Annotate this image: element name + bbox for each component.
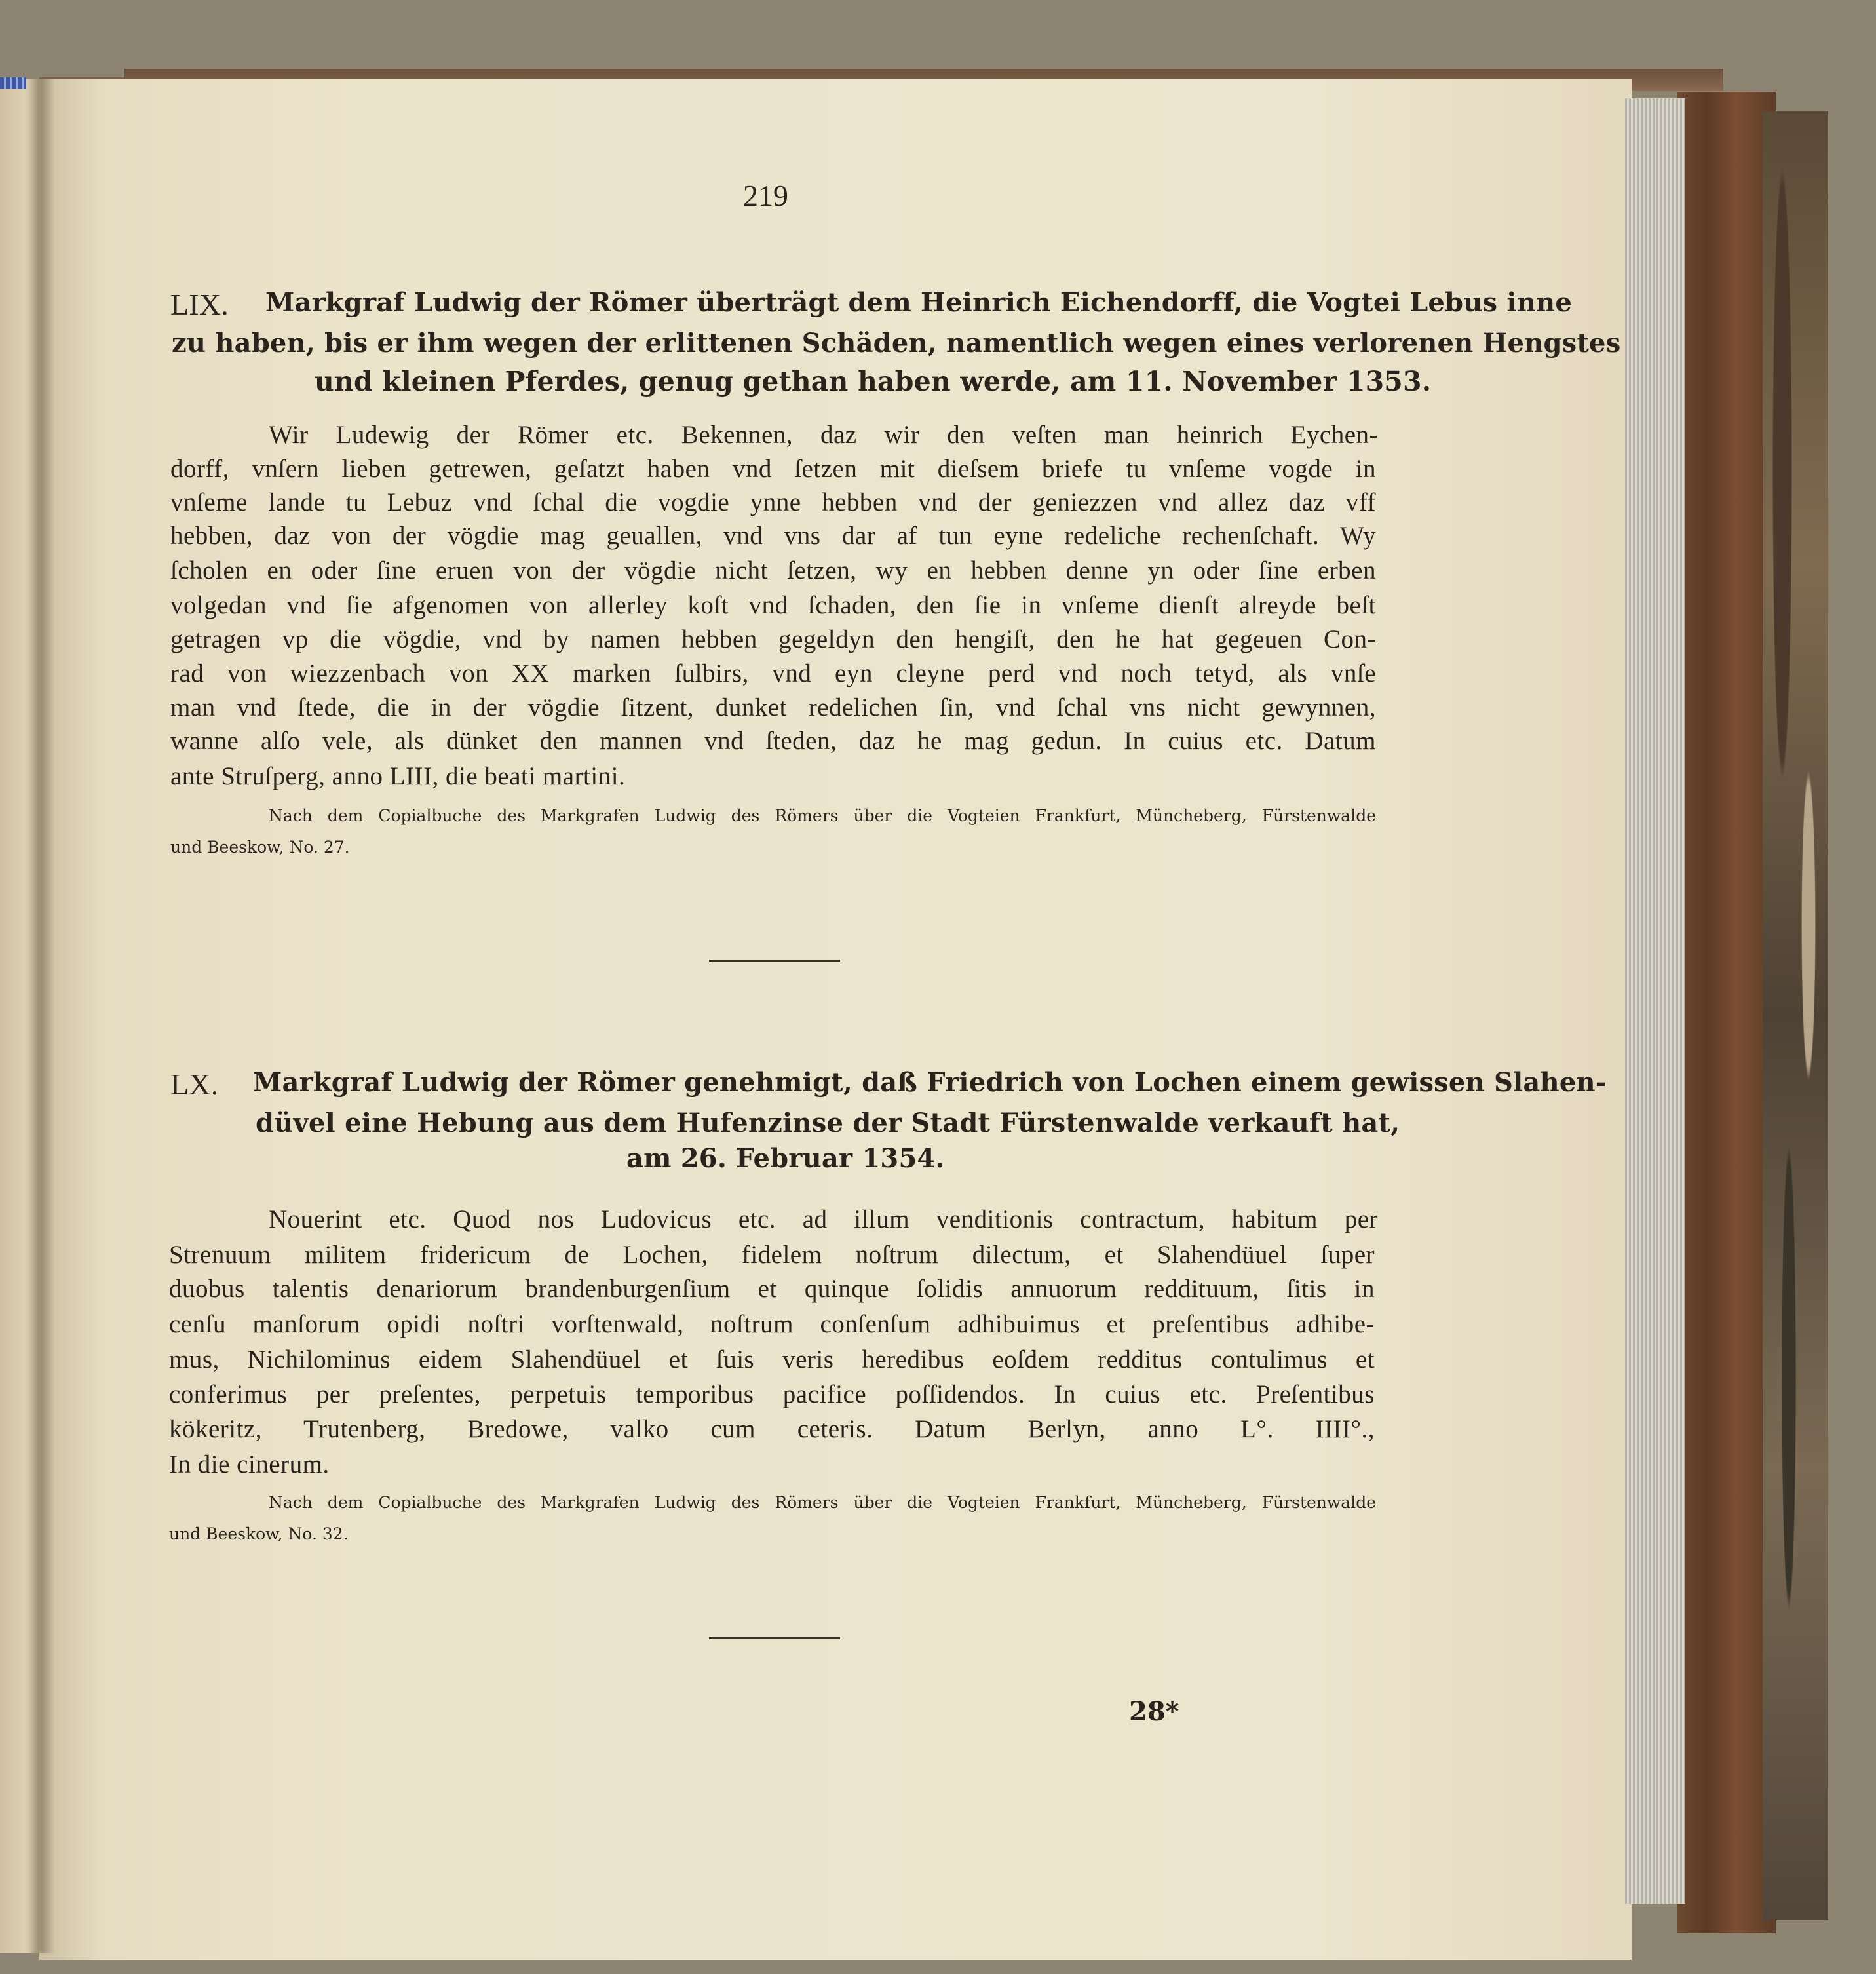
- body-line: man vnd ſtede, die in der vögdie ſitzent, dunket redelichen ſin, vnd ſchal vns nicht gewynnen,: [170, 693, 1376, 722]
- section-numeral: LX.: [170, 1068, 219, 1101]
- marbled-endpaper: [1763, 111, 1828, 1920]
- section-heading-line: Markgraf Ludwig der Römer überträgt dem Heinrich Eichendorff, die Vogtei Lebus inne: [265, 287, 1572, 318]
- section-heading-line: Markgraf Ludwig der Römer genehmigt, daß Friedrich von Lochen einem gewissen Slahen-: [253, 1067, 1607, 1098]
- body-line: ante Struſperg, anno LIII, die beati martini.: [170, 762, 626, 790]
- section-heading-line: am 26. Februar 1354.: [626, 1143, 945, 1174]
- section-heading-line: düvel eine Hebung aus dem Hufenzinse der Stadt Fürstenwalde verkauft hat,: [256, 1108, 1400, 1138]
- section-heading-line: zu haben, bis er ihm wegen der erlittenen Schäden, namentlich wegen eines verlorenen Hengstes: [172, 328, 1621, 358]
- binding-thread: [0, 77, 26, 89]
- source-note: und Beeskow, No. 32.: [169, 1524, 349, 1543]
- section-divider: [709, 1637, 840, 1639]
- body-line: hebben, daz von der vögdie mag geuallen, vnd vns dar af tun eyne redeliche rechenſchaft. Wy: [170, 522, 1376, 550]
- book-cover-edge: [1677, 92, 1776, 1933]
- source-note: und Beeskow, No. 27.: [170, 838, 350, 857]
- signature-mark: 28*: [1129, 1696, 1179, 1727]
- body-line: volgedan vnd ſie afgenomen von allerley koſt vnd ſchaden, den ſie in vnſeme dienſt alreyde beſt: [170, 591, 1376, 619]
- section-divider: [709, 960, 840, 962]
- gutter-shadow: [29, 79, 55, 1953]
- page-number: 219: [743, 179, 788, 212]
- section-numeral: LIX.: [170, 288, 229, 321]
- body-line: mus, Nichilominus eidem Slahendüuel et ſuis veris heredibus eoſdem redditus contulimus et: [169, 1345, 1375, 1374]
- body-line: ſcholen en oder ſine eruen von der vögdie nicht ſetzen, wy en hebben denne yn oder ſine erben: [170, 556, 1376, 585]
- body-line: kökeritz, Trutenberg, Bredowe, valko cum ceteris. Datum Berlyn, anno L°. IIII°.,: [169, 1415, 1375, 1443]
- body-line: Strenuum militem fridericum de Lochen, fidelem noſtrum dilectum, et Slahendüuel ſuper: [169, 1241, 1375, 1269]
- body-line: vnſeme lande tu Lebuz vnd ſchal die vogdie ynne hebben vnd der geniezzen vnd allez daz vff: [170, 488, 1376, 516]
- body-line: wanne alſo vele, als dünket den mannen vnd ſteden, daz he mag gedun. In cuius etc. Datum: [170, 727, 1376, 755]
- body-line: duobus talentis denariorum brandenburgenſium et quinque ſolidis annuorum reddituum, ſitis in: [169, 1275, 1375, 1303]
- body-line: Wir Ludewig der Römer etc. Bekennen, daz wir den veſten man heinrich Eychen-: [269, 421, 1378, 449]
- body-line: In die cinerum.: [169, 1450, 330, 1479]
- source-note: Nach dem Copialbuche des Markgrafen Ludwig des Römers über die Vogteien Frankfurt, Müncheberg, Fürstenwalde: [269, 1493, 1376, 1512]
- body-line: cenſu manſorum opidi noſtri vorſtenwald, noſtrum conſenſum adhibuimus et preſentibus adhibe-: [169, 1310, 1375, 1338]
- body-line: getragen vp die vögdie, vnd by namen hebben gegeldyn den hengiſt, den he hat gegeuen Con-: [170, 625, 1376, 653]
- page: [39, 79, 1632, 1960]
- section-heading-line: und kleinen Pferdes, genug gethan haben werde, am 11. November 1353.: [315, 366, 1432, 397]
- source-note: Nach dem Copialbuche des Markgrafen Ludwig des Römers über die Vogteien Frankfurt, Müncheberg, Fürstenwalde: [269, 806, 1376, 825]
- body-line: dorff, vnſern lieben getrewen, geſatzt haben vnd ſetzen mit dieſsem briefe tu vnſeme vogde in: [170, 455, 1376, 483]
- page-block-edges: [1625, 98, 1685, 1904]
- body-line: rad von wiezzenbach von XX marken ſulbirs, vnd eyn cleyne perd vnd noch tetyd, als vnſe: [170, 659, 1376, 687]
- body-line: Nouerint etc. Quod nos Ludovicus etc. ad illum venditionis contractum, habitum per: [269, 1205, 1378, 1233]
- body-line: conferimus per preſentes, perpetuis temporibus pacifice poſſidendos. In cuius etc. Preſentibus: [169, 1380, 1375, 1408]
